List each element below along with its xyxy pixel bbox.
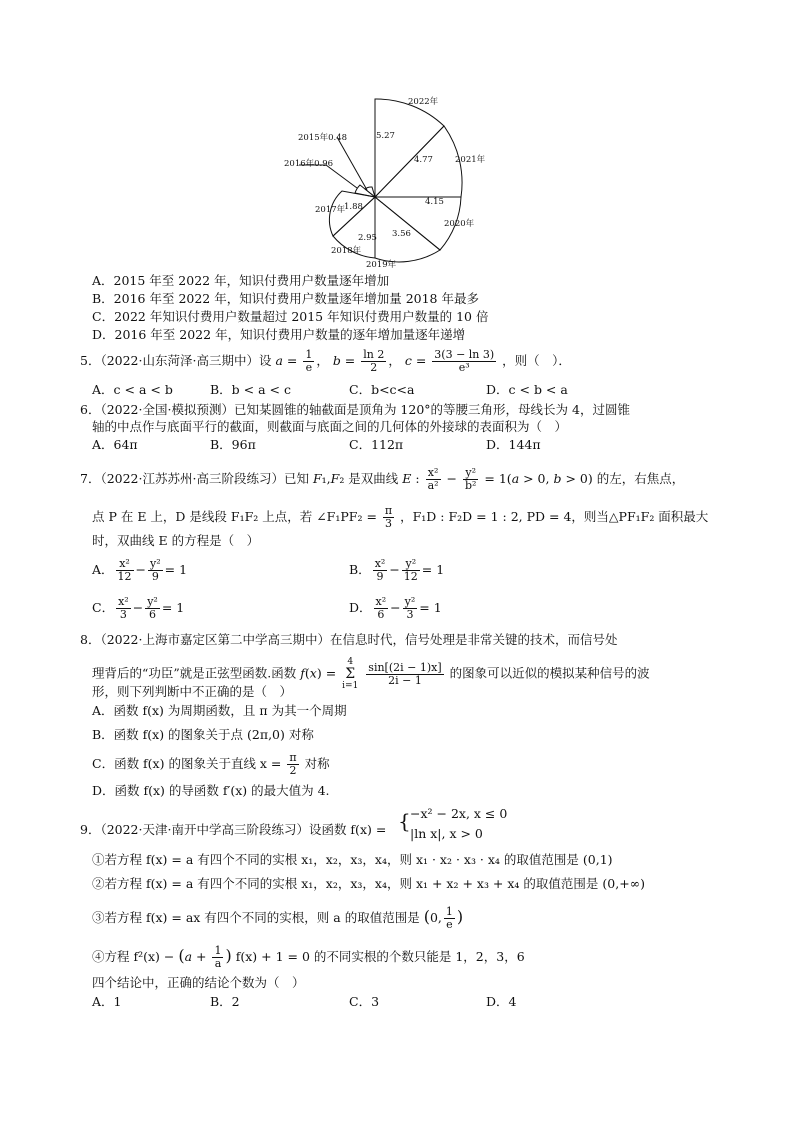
q6-line-1: 6．（2022·全国·模拟预测）已知某圆锥的轴截面是顶角为 120°的等腰三角形，母线长为 4，过圆锥 [80,402,630,417]
q8-option-d: D．函数 f(x) 的导函数 f′(x) 的最大值为 4. [92,783,330,798]
label-2016: 2016年0.96 [284,159,334,169]
label-2015: 2015年0.48 [298,133,348,143]
q5-option-b: B．b < a < c [210,382,291,397]
label-2020: 2020年 [444,219,475,229]
value-2-95: 2.95 [358,233,377,243]
q7-line-1: 7．（2022·江苏苏州·高三阶段练习）已知 F₁,F₂ 是双曲线 E : $\frac{\text{x²}}{\text{a²}}$ − $\frac{\text{y²}}{\text{b²}}$ = 1(a > 0, b > 0) 的左，右焦点， [80,466,685,492]
q7-option-a: A． $\frac{\text{x²}}{12}$ − $\frac{\text{y²}}{9}$ = 1 [92,557,188,583]
q8-option-c: C．函数 f(x) 的图象关于直线 x = $\frac{\pi}{2}$ 对称 [92,751,330,777]
sector-2022 [375,99,444,197]
q8-line-3: 形，则下列判断中不正确的是（ ） [92,684,293,699]
label-2018: 2018年 [331,246,362,256]
q9-statement-2: ②若方程 f(x) = a 有四个不同的实根 x₁，x₂，x₃，x₄，则 x₁ + x₂ + x₃ + x₄ 的取值范围是 (0,+∞) [92,876,645,891]
value-5-27: 5.27 [376,131,395,141]
q6-option-d: D．144π [486,437,541,452]
q8-option-a: A．函数 f(x) 为周期函数，且 π 为其一个周期 [92,703,347,718]
q7-option-d: D． $\frac{\text{x²}}{6}$ − $\frac{\text{y²}}{3}$ = 1 [349,595,442,621]
q6-option-a: A．64π [92,437,138,452]
value-3-56: 3.56 [392,229,411,239]
q7-option-b: B． $\frac{\text{x²}}{9}$ − $\frac{\text{y²}}{12}$ = 1 [349,557,445,583]
q6-option-b: B．96π [210,437,256,452]
label-2022: 2022年 [408,97,439,107]
q8-line-2: 理背后的“功臣”就是正弦型函数.函数 f(x) = 4 Σ i=1 $\frac{\sin[(2i - 1)x]}{2i - 1}$ 的图象可以近似的模拟某种信号的波 [92,657,650,691]
q7-line-2: 点 P 在 E 上，D 是线段 F₁F₂ 上点，若 ∠F₁PF₂ = $\frac{\pi}{3}$ ，F₁D : F₂D = 1 : 2, PD = 4，则当△PF₁F₂ 面积最大 [92,504,709,530]
q4-option-d: D．2016 年至 2022 年，知识付费用户数量的逐年增加量逐年递增 [92,327,466,342]
q4-option-a: A．2015 年至 2022 年，知识付费用户数量逐年增加 [92,273,390,288]
q7-option-c: C． $\frac{\text{x²}}{3}$ − $\frac{\text{y²}}{6}$ = 1 [92,595,185,621]
q5-option-c: C．b<c<a [349,382,415,397]
q9-statement-4: ④方程 f²(x) − (a + $\frac{1}{a}$ ) f(x) + 1 = 0 的不同实根的个数只能是 1，2，3，6 [92,944,525,970]
value-1-88: 1.88 [344,202,363,212]
q9-option-c: C．3 [349,994,380,1009]
q8-option-b: B．函数 f(x) 的图象关于点 (2π,0) 对称 [92,727,314,742]
q5-option-a: A．c < a < b [92,382,173,397]
q9-option-d: D．4 [486,994,517,1009]
q5-option-d: D．c < b < a [486,382,568,397]
q9-case-1: −x² − 2x, x ≤ 0 [410,806,508,821]
value-4-77: 4.77 [414,155,433,165]
label-2021: 2021年 [455,155,486,165]
q8-line-1: 8．（2022·上海市嘉定区第二中学高三期中）在信息时代，信号处理是非常关键的技术，而信号处 [80,632,618,647]
q5-stem: 5．（2022·山东菏泽·高三期中）设 a = $\frac{1}{e}$ ， b = $\frac{\ln 2}{2}$ ， c = $\frac{3(3 - \ln 3)}{\text{e³}}$ ，则（ ）． [80,348,571,374]
q9-case-2: |ln x|, x > 0 [410,826,483,841]
q4-option-b: B．2016 年至 2022 年，知识付费用户数量逐年增加量 2018 年最多 [92,291,479,306]
q7-line-3: 时，双曲线 E 的方程是（ ） [92,533,260,548]
label-2019: 2019年 [366,260,397,270]
q9-statement-1: ①若方程 f(x) = a 有四个不同的实根 x₁，x₂，x₃，x₄，则 x₁ · x₂ · x₃ · x₄ 的取值范围是 (0,1) [92,852,613,867]
q9-statement-3: ③若方程 f(x) = ax 有四个不同的实根，则 a 的取值范围是 (0, $\frac{1}{e}$ ) [92,905,464,931]
q9-option-b: B．2 [210,994,240,1009]
q6-line-2: 轴的中点作与底面平行的截面，则截面与底面之间的几何体的外接球的表面积为（ ） [92,419,568,434]
q9-tail: 四个结论中，正确的结论个数为（ ） [92,975,305,990]
rose-chart [0,0,794,280]
q6-option-c: C．112π [349,437,404,452]
q4-option-c: C．2022 年知识付费用户数量超过 2015 年知识付费用户数量的 10 倍 [92,309,489,324]
q9-option-a: A．1 [92,994,122,1009]
q9-brace: { [398,809,411,833]
value-4-15: 4.15 [425,197,444,207]
label-2017: 2017年 [315,205,346,215]
q9-stem: 9．（2022·天津·南开中学高三阶段练习）设函数 f(x) = [80,822,387,837]
